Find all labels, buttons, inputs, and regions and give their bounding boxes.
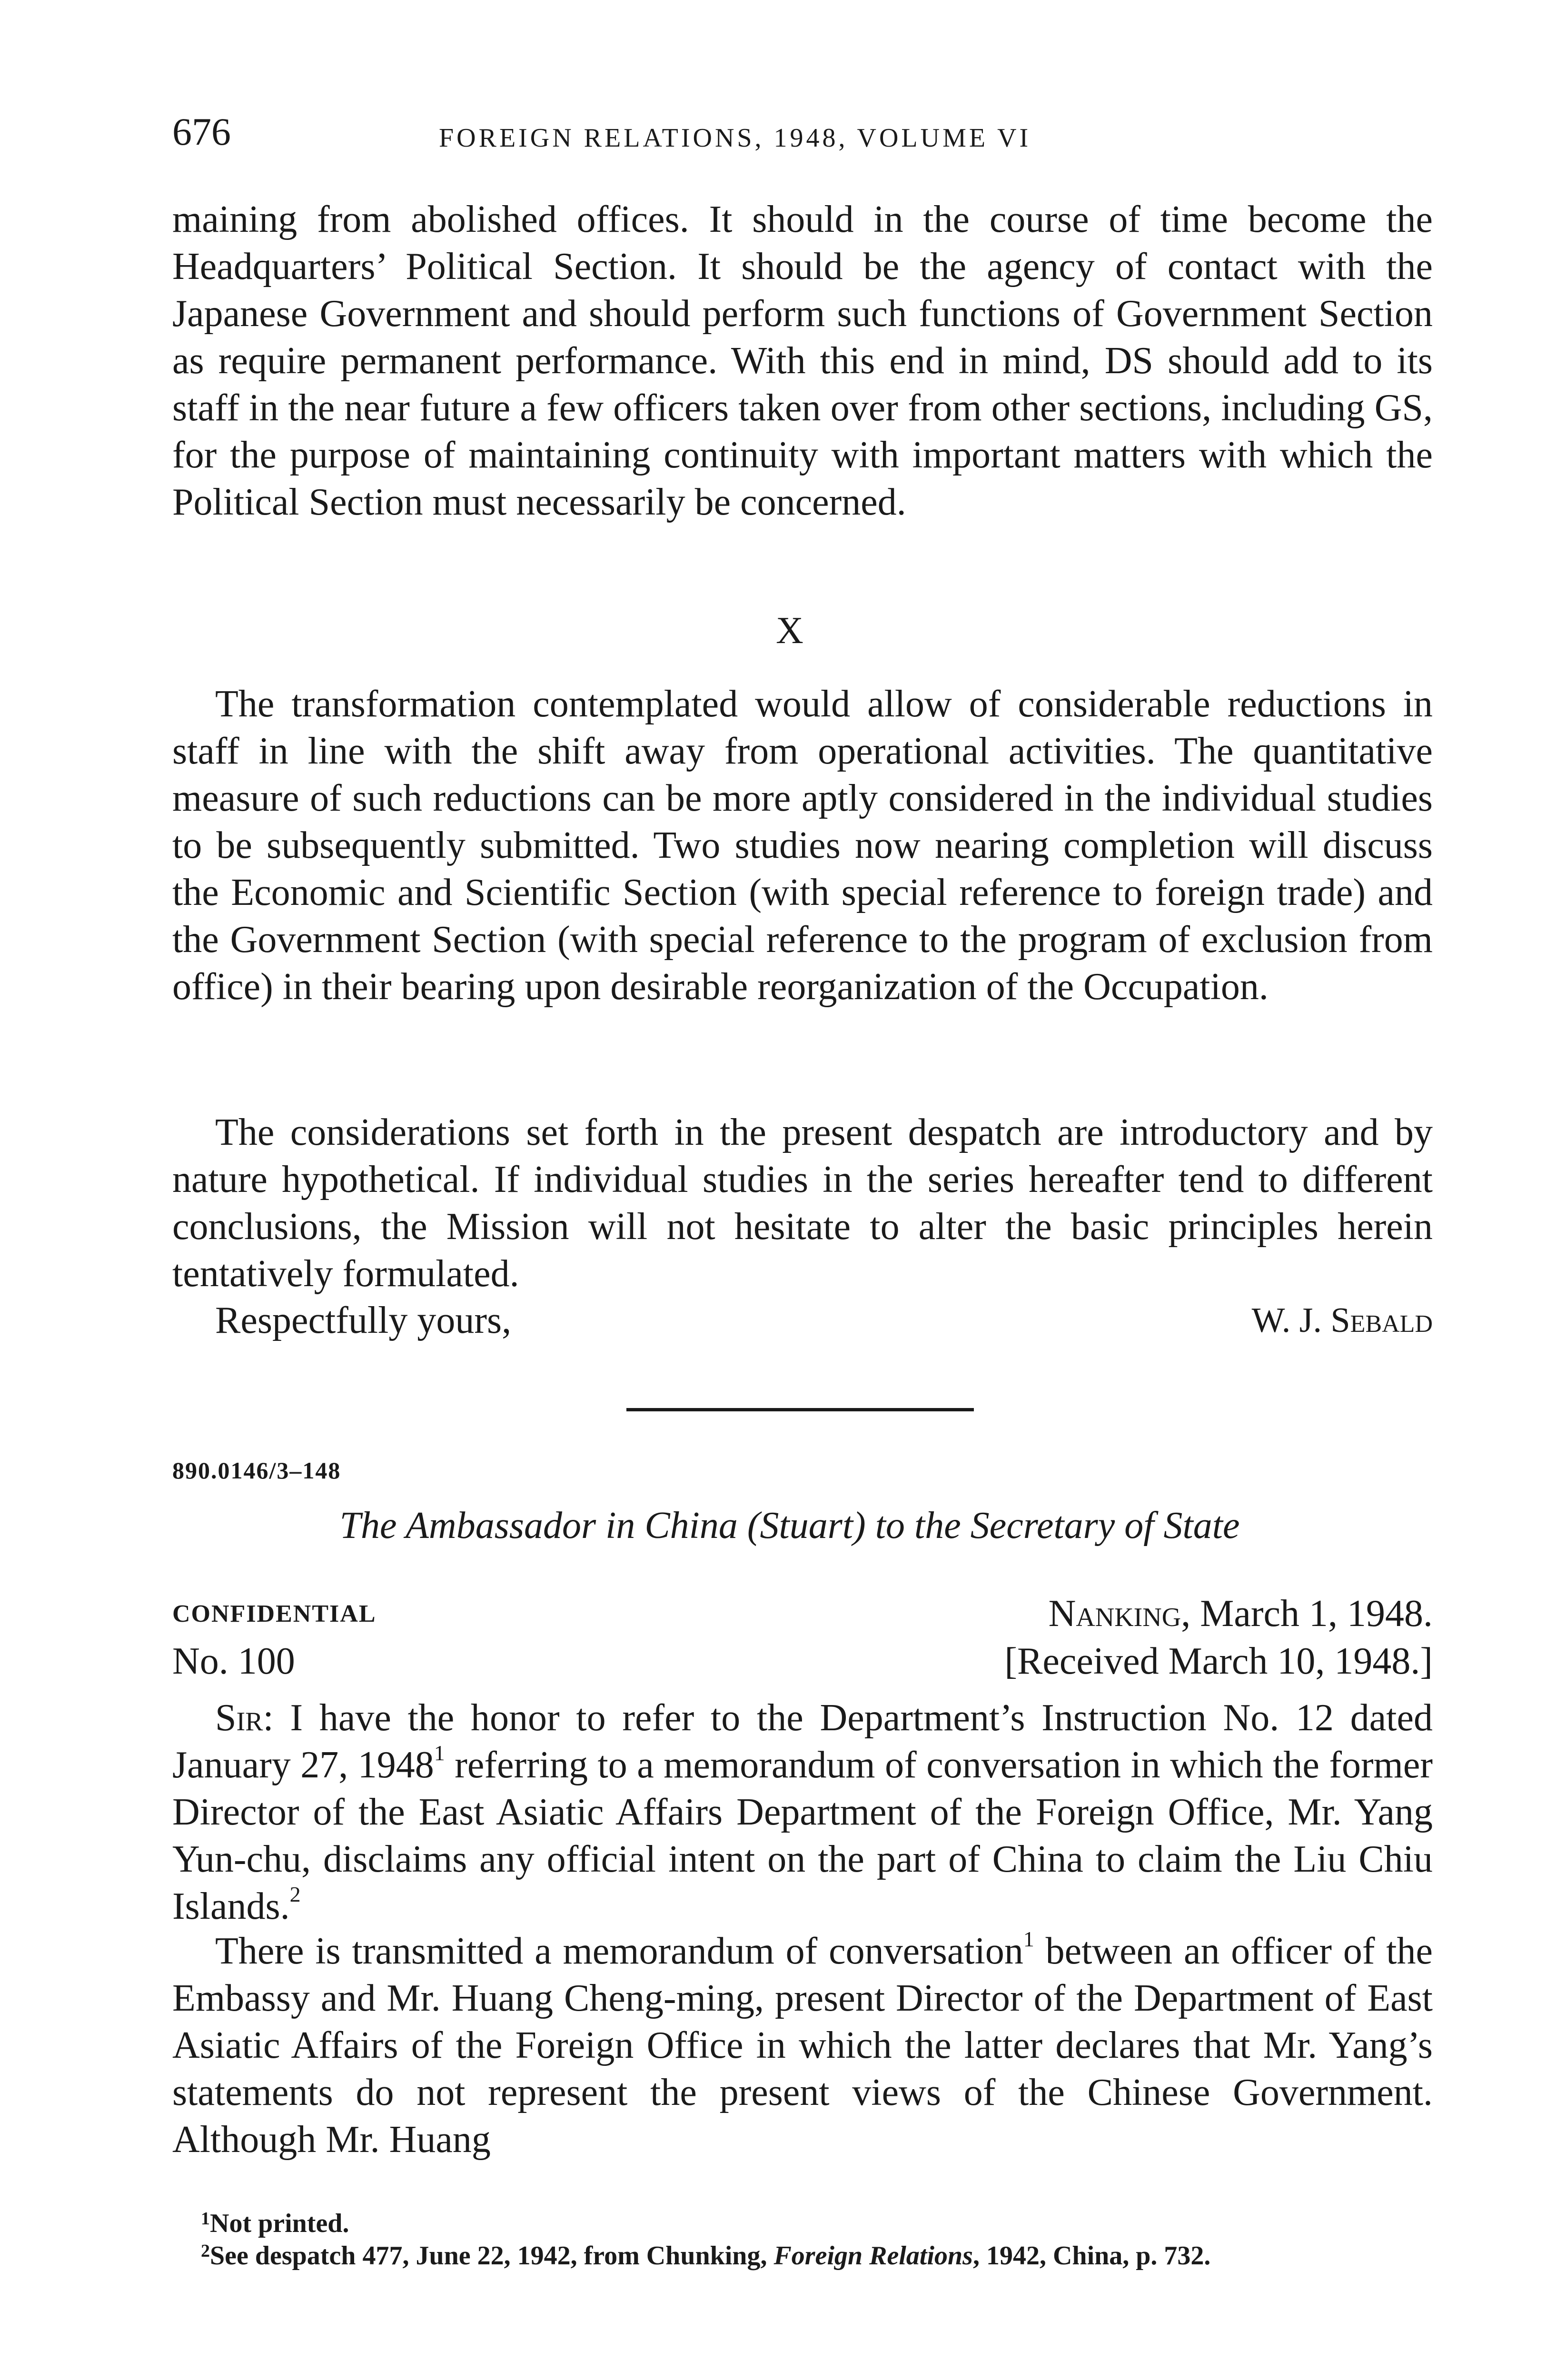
signature: W. J. Sebald [1251, 1301, 1433, 1340]
file-number: 890.0146/3–148 [172, 1457, 341, 1484]
received-date: [Received March 10, 1948.] [1004, 1640, 1433, 1682]
footnote: $^1$Not printed. [201, 2209, 349, 2238]
running-head: FOREIGN RELATIONS, 1948, VOLUME VI [439, 123, 1031, 153]
salutation: Sir [215, 1697, 263, 1739]
section-divider [626, 1408, 974, 1411]
place: Nanking, [1048, 1593, 1191, 1635]
footnote-ref[interactable]: 1 [1023, 1927, 1034, 1952]
body-paragraph: Sir: I have the honor to refer to the Department’s Instruction No. 12 dated January 27, 1948$^1$ referring to a memorandum of conversation in which the former Director of the East Asiatic Affairs Department of the Foreign Office, Mr. Yang Yun-chu, disclaims any official intent on the part of China to claim the Liu Chiu Islands.$^2$ [172, 1697, 1433, 1927]
footnote-ref[interactable]: 2 [289, 1882, 301, 1907]
place-date [1049, 1592, 1433, 1636]
footnote: $^2$See despatch 477, June 22, 1942, from Chunking, Foreign Relations, 1942, China, p. 732. [201, 2241, 1211, 2271]
continuation-paragraph: maining from abolished offices. It should in the course of time become the Headquarters’ Political Section. It should be the agency of contact with the Japanese Government and should perform such functions of Government Section as require permanent performance. With this end in mind, DS should add to its staff in the near future a few officers taken over from other sections, including GS, for the purpose of maintaining continuity with important matters with which the Political Section must necessarily be concerned. [172, 198, 1433, 523]
classification-label: CONFIDENTIAL [172, 1600, 377, 1627]
despatch-number: No. 100 [172, 1640, 295, 1682]
closing-salutation: Respectfully yours, [215, 1299, 512, 1341]
page-number: 676 [172, 110, 231, 153]
body-paragraph: The transformation contemplated would allow of considerable reductions in staff in line with the shift away from operational activities. The quantitative measure of such reductions can be more aptly considered in the individual studies to be subsequently submitted. Two studies now nearing completion will discuss the Economic and Scientific Section (with special reference to foreign trade) and the Government Section (with special reference to the program of exclusion from office) in their bearing upon desirable reorganization of the Occupation. [172, 683, 1433, 1008]
section-heading: X [776, 610, 803, 652]
body-paragraph: The considerations set forth in the present despatch are introductory and by nature hypothetical. If individual studies in the series hereafter tend to different conclusions, the Mission will not hesitate to alter the basic principles herein tentatively formulated. [172, 1111, 1433, 1295]
footnotes [172, 2209, 1433, 2273]
document-title: The Ambassador in China (Stuart) to the Secretary of State [339, 1505, 1240, 1547]
date: March 1, 1948. [1200, 1593, 1433, 1635]
body-paragraph: There is transmitted a memorandum of conversation$^1$ between an officer of the Embassy and Mr. Huang Cheng-ming, present Director of the Department of East Asiatic Affairs of the Foreign Office in which the latter declares that Mr. Yang’s statements do not represent the present views of the Chinese Government. Although Mr. Huang [172, 1927, 1433, 2161]
page-header [172, 109, 1438, 167]
citation-title: Foreign Relations [773, 2241, 973, 2271]
footnote-ref[interactable]: 1 [434, 1741, 445, 1765]
